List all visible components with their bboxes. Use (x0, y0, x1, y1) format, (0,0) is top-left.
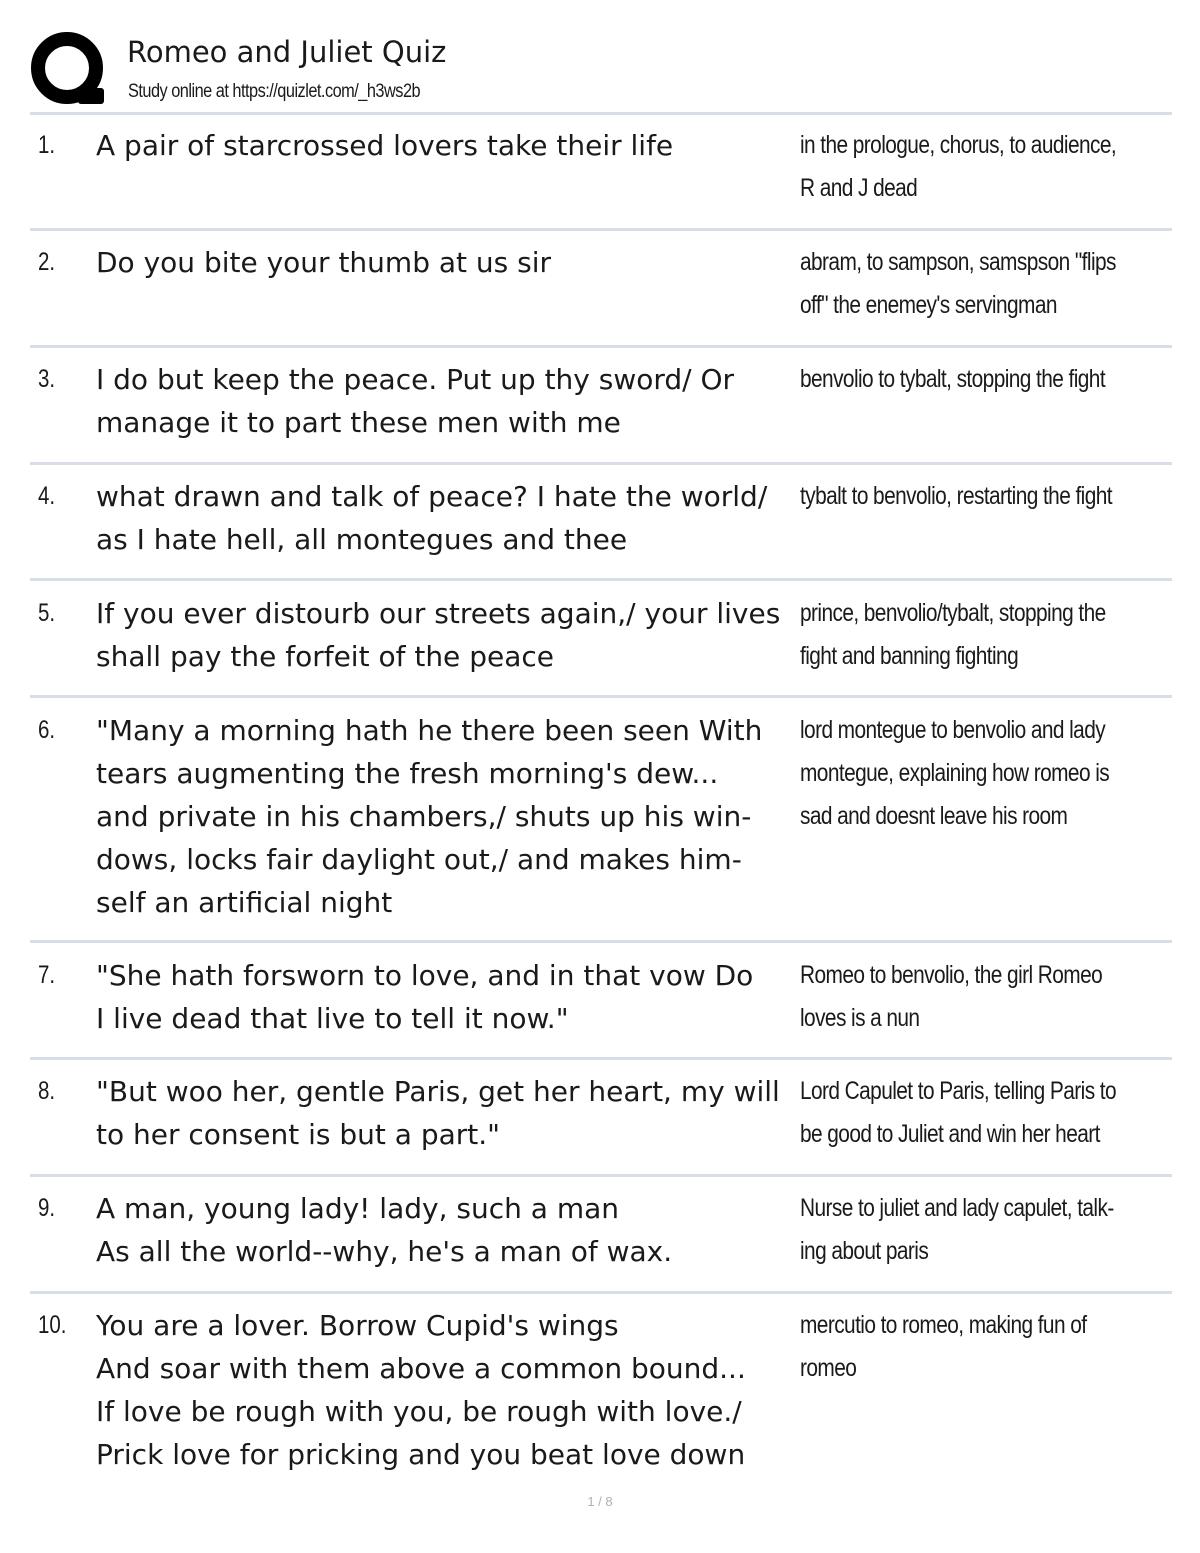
card-number: 6. (38, 716, 56, 744)
card-term: A man, young lady! lady, such a man As all the world--why, he's a man of wax. (96, 1192, 673, 1268)
card-term: If you ever distourb our streets again,/ your lives shall pay the forfeit of the peace (96, 597, 781, 673)
card-divider (30, 940, 1172, 943)
header-divider (30, 112, 1172, 115)
card-divider (30, 1057, 1172, 1060)
card-divider (30, 578, 1172, 581)
card-number: 9. (38, 1194, 56, 1222)
card-term: what drawn and talk of peace? I hate the world/ as I hate hell, all montegues and thee (96, 480, 768, 556)
card-definition: Nurse to juliet and lady capulet, talk- ing about paris (800, 1194, 1114, 1265)
card-definition: abram, to sampson, samspson "flips off" the enemey's servingman (800, 248, 1116, 319)
card-number: 4. (38, 482, 56, 510)
card-number: 5. (38, 599, 56, 627)
card-term: "Many a morning hath he there been seen With tears augmenting the fresh morning's dew... and private in his chambers,/ shuts up his win- dows, locks fair daylight out,/ and makes him- self an artificial night (96, 714, 763, 919)
card-term: "But woo her, gentle Paris, get her heart, my will to her consent is but a part." (96, 1075, 780, 1151)
card-divider (30, 1174, 1172, 1177)
card-number: 8. (38, 1077, 56, 1105)
card-definition: benvolio to tybalt, stopping the fight (800, 365, 1106, 393)
card-divider (30, 228, 1172, 231)
card-definition: Lord Capulet to Paris, telling Paris to be good to Juliet and win her heart (800, 1077, 1117, 1148)
card-number: 2. (38, 248, 56, 276)
card-definition: mercutio to romeo, making fun of romeo (800, 1311, 1087, 1382)
card-term: I do but keep the peace. Put up thy sword/ Or manage it to part these men with me (96, 363, 735, 439)
card-definition: Romeo to benvolio, the girl Romeo loves is a nun (800, 961, 1103, 1032)
card-number: 7. (38, 961, 56, 989)
page-title: Romeo and Juliet Quiz (127, 35, 447, 69)
card-term: A pair of starcrossed lovers take their life (96, 129, 674, 162)
card-divider (30, 462, 1172, 465)
card-term: You are a lover. Borrow Cupid's wings And soar with them above a common bound... If love be rough with you, be rough with love./ Prick love for pricking and you beat love down (96, 1309, 746, 1471)
quizlet-logo-icon (30, 30, 108, 108)
card-definition: lord montegue to benvolio and lady montegue, explaining how romeo is sad and doesnt leave his room (800, 716, 1110, 830)
card-number: 10. (38, 1311, 67, 1339)
card-divider (30, 1291, 1172, 1294)
card-term: Do you bite your thumb at us sir (96, 246, 552, 279)
card-divider (30, 345, 1172, 348)
card-definition: prince, benvolio/tybalt, stopping the fight and banning fighting (800, 599, 1106, 670)
page-header (30, 30, 1172, 110)
card-term: "She hath forsworn to love, and in that vow Do I live dead that live to tell it now." (96, 959, 754, 1035)
card-divider (30, 695, 1172, 698)
card-definition: in the prologue, chorus, to audience, R and J dead (800, 131, 1117, 202)
card-number: 3. (38, 365, 56, 393)
card-definition: tybalt to benvolio, restarting the fight (800, 482, 1112, 510)
study-online-link[interactable]: Study online at https://quizlet.com/_h3ws2b (128, 81, 421, 102)
page-number: 1 / 8 (587, 1494, 613, 1509)
card-number: 1. (38, 131, 56, 159)
